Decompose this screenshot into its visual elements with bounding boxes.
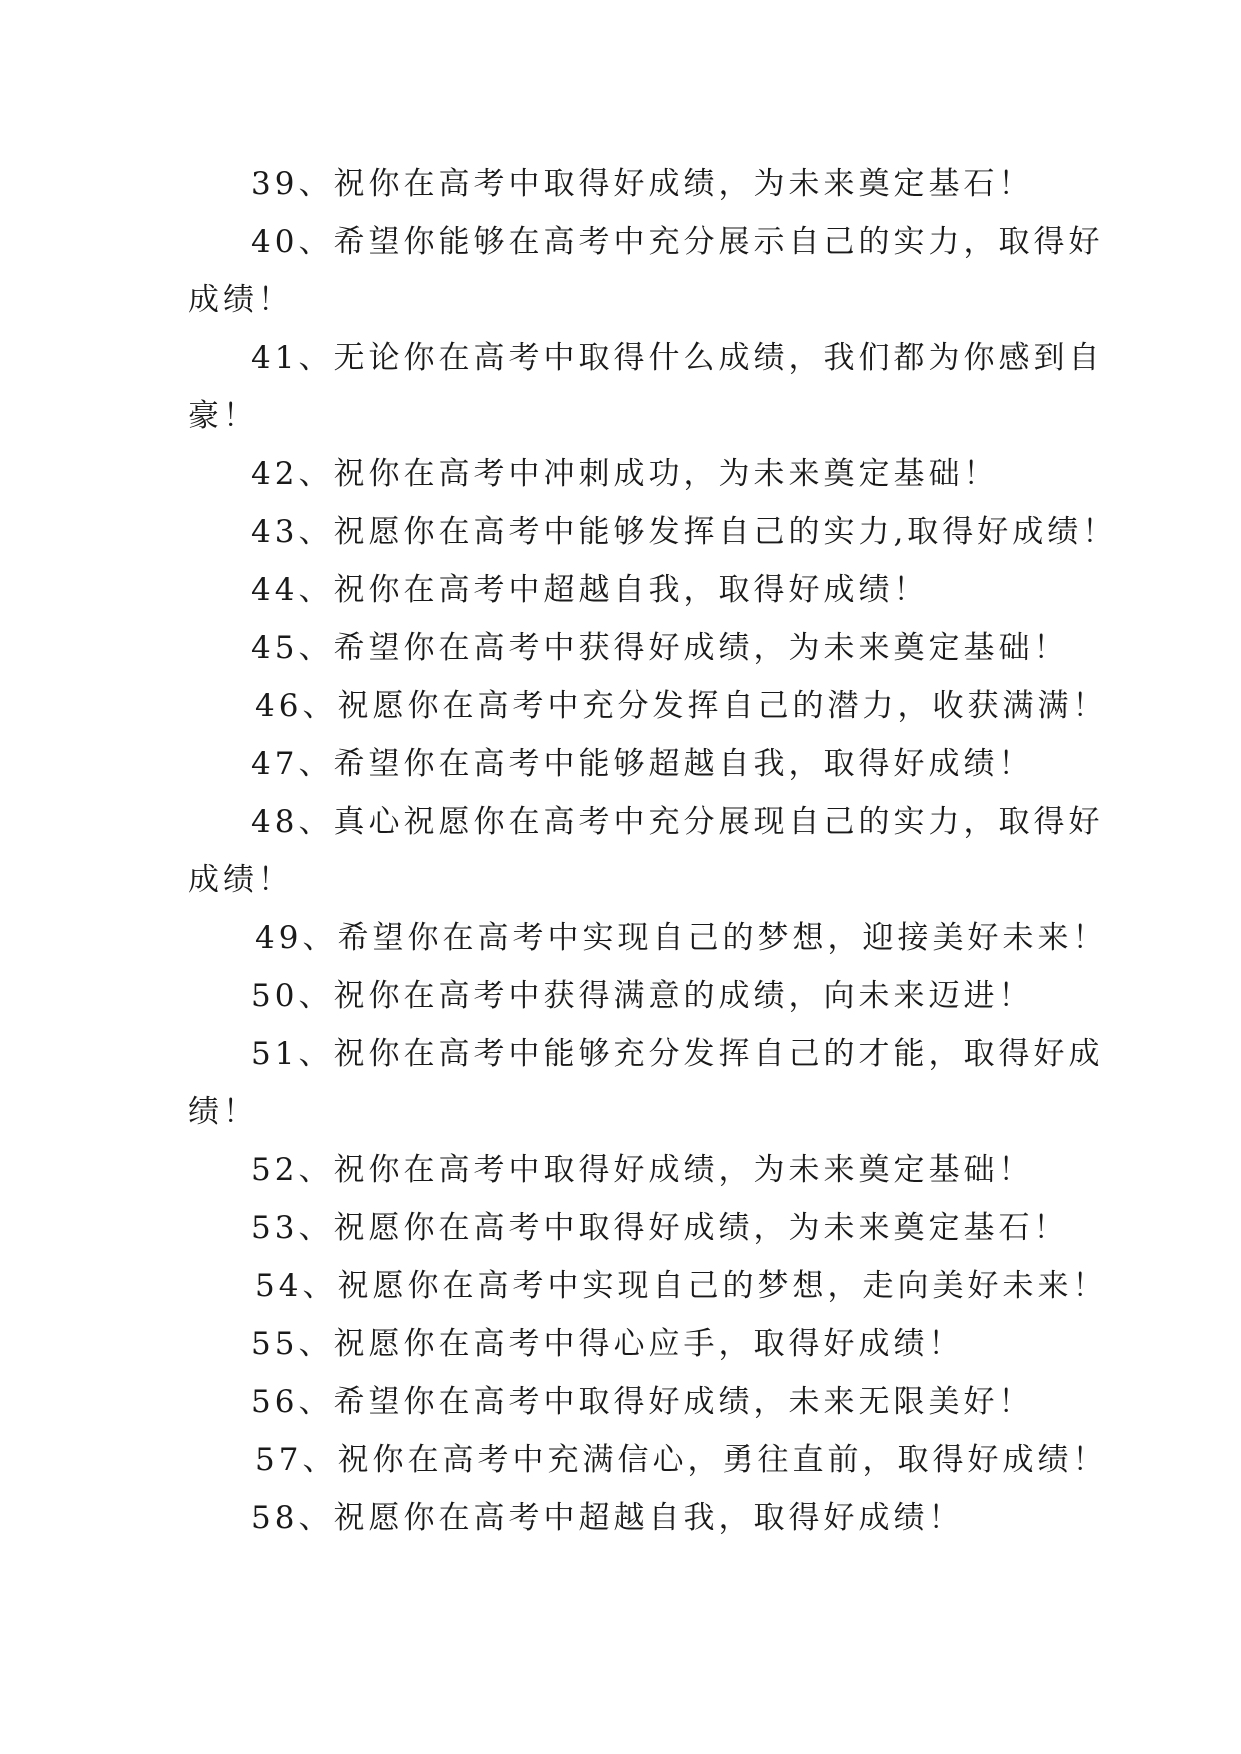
- text-line: 51、祝你在高考中能够充分发挥自己的才能，取得好成: [251, 1036, 1104, 1072]
- text-line: 39、祝你在高考中取得好成绩，为未来奠定基石！: [251, 166, 1034, 202]
- text-line: 56、希望你在高考中取得好成绩，未来无限美好！: [251, 1384, 1034, 1420]
- text-line: 50、祝你在高考中获得满意的成绩，向未来迈进！: [251, 978, 1034, 1014]
- text-line: 57、祝你在高考中充满信心，勇往直前，取得好成绩！: [255, 1442, 1108, 1478]
- text-line: 58、祝愿你在高考中超越自我，取得好成绩！: [251, 1500, 964, 1536]
- text-line: 豪！: [188, 398, 258, 434]
- text-line: 52、祝你在高考中取得好成绩，为未来奠定基础！: [251, 1152, 1034, 1188]
- text-line: 成绩！: [188, 862, 293, 898]
- text-line: 41、无论你在高考中取得什么成绩，我们都为你感到自: [251, 340, 1104, 376]
- text-line: 42、祝你在高考中冲刺成功，为未来奠定基础！: [251, 456, 999, 492]
- text-line: 54、祝愿你在高考中实现自己的梦想，走向美好未来！: [255, 1268, 1108, 1304]
- text-line: 43、祝愿你在高考中能够发挥自己的实力,取得好成绩！: [251, 514, 1118, 550]
- text-line: 55、祝愿你在高考中得心应手，取得好成绩！: [251, 1326, 964, 1362]
- text-line: 46、祝愿你在高考中充分发挥自己的潜力，收获满满！: [255, 688, 1108, 724]
- text-line: 48、真心祝愿你在高考中充分展现自己的实力，取得好: [251, 804, 1104, 840]
- text-line: 40、希望你能够在高考中充分展示自己的实力，取得好: [251, 224, 1104, 260]
- text-line: 47、希望你在高考中能够超越自我，取得好成绩！: [251, 746, 1034, 782]
- text-line: 45、希望你在高考中获得好成绩，为未来奠定基础！: [251, 630, 1069, 666]
- text-line: 53、祝愿你在高考中取得好成绩，为未来奠定基石！: [251, 1210, 1069, 1246]
- text-line: 成绩！: [188, 282, 293, 318]
- text-line: 44、祝你在高考中超越自我，取得好成绩！: [251, 572, 929, 608]
- text-line: 绩！: [188, 1094, 258, 1130]
- text-line: 49、希望你在高考中实现自己的梦想，迎接美好未来！: [255, 920, 1108, 956]
